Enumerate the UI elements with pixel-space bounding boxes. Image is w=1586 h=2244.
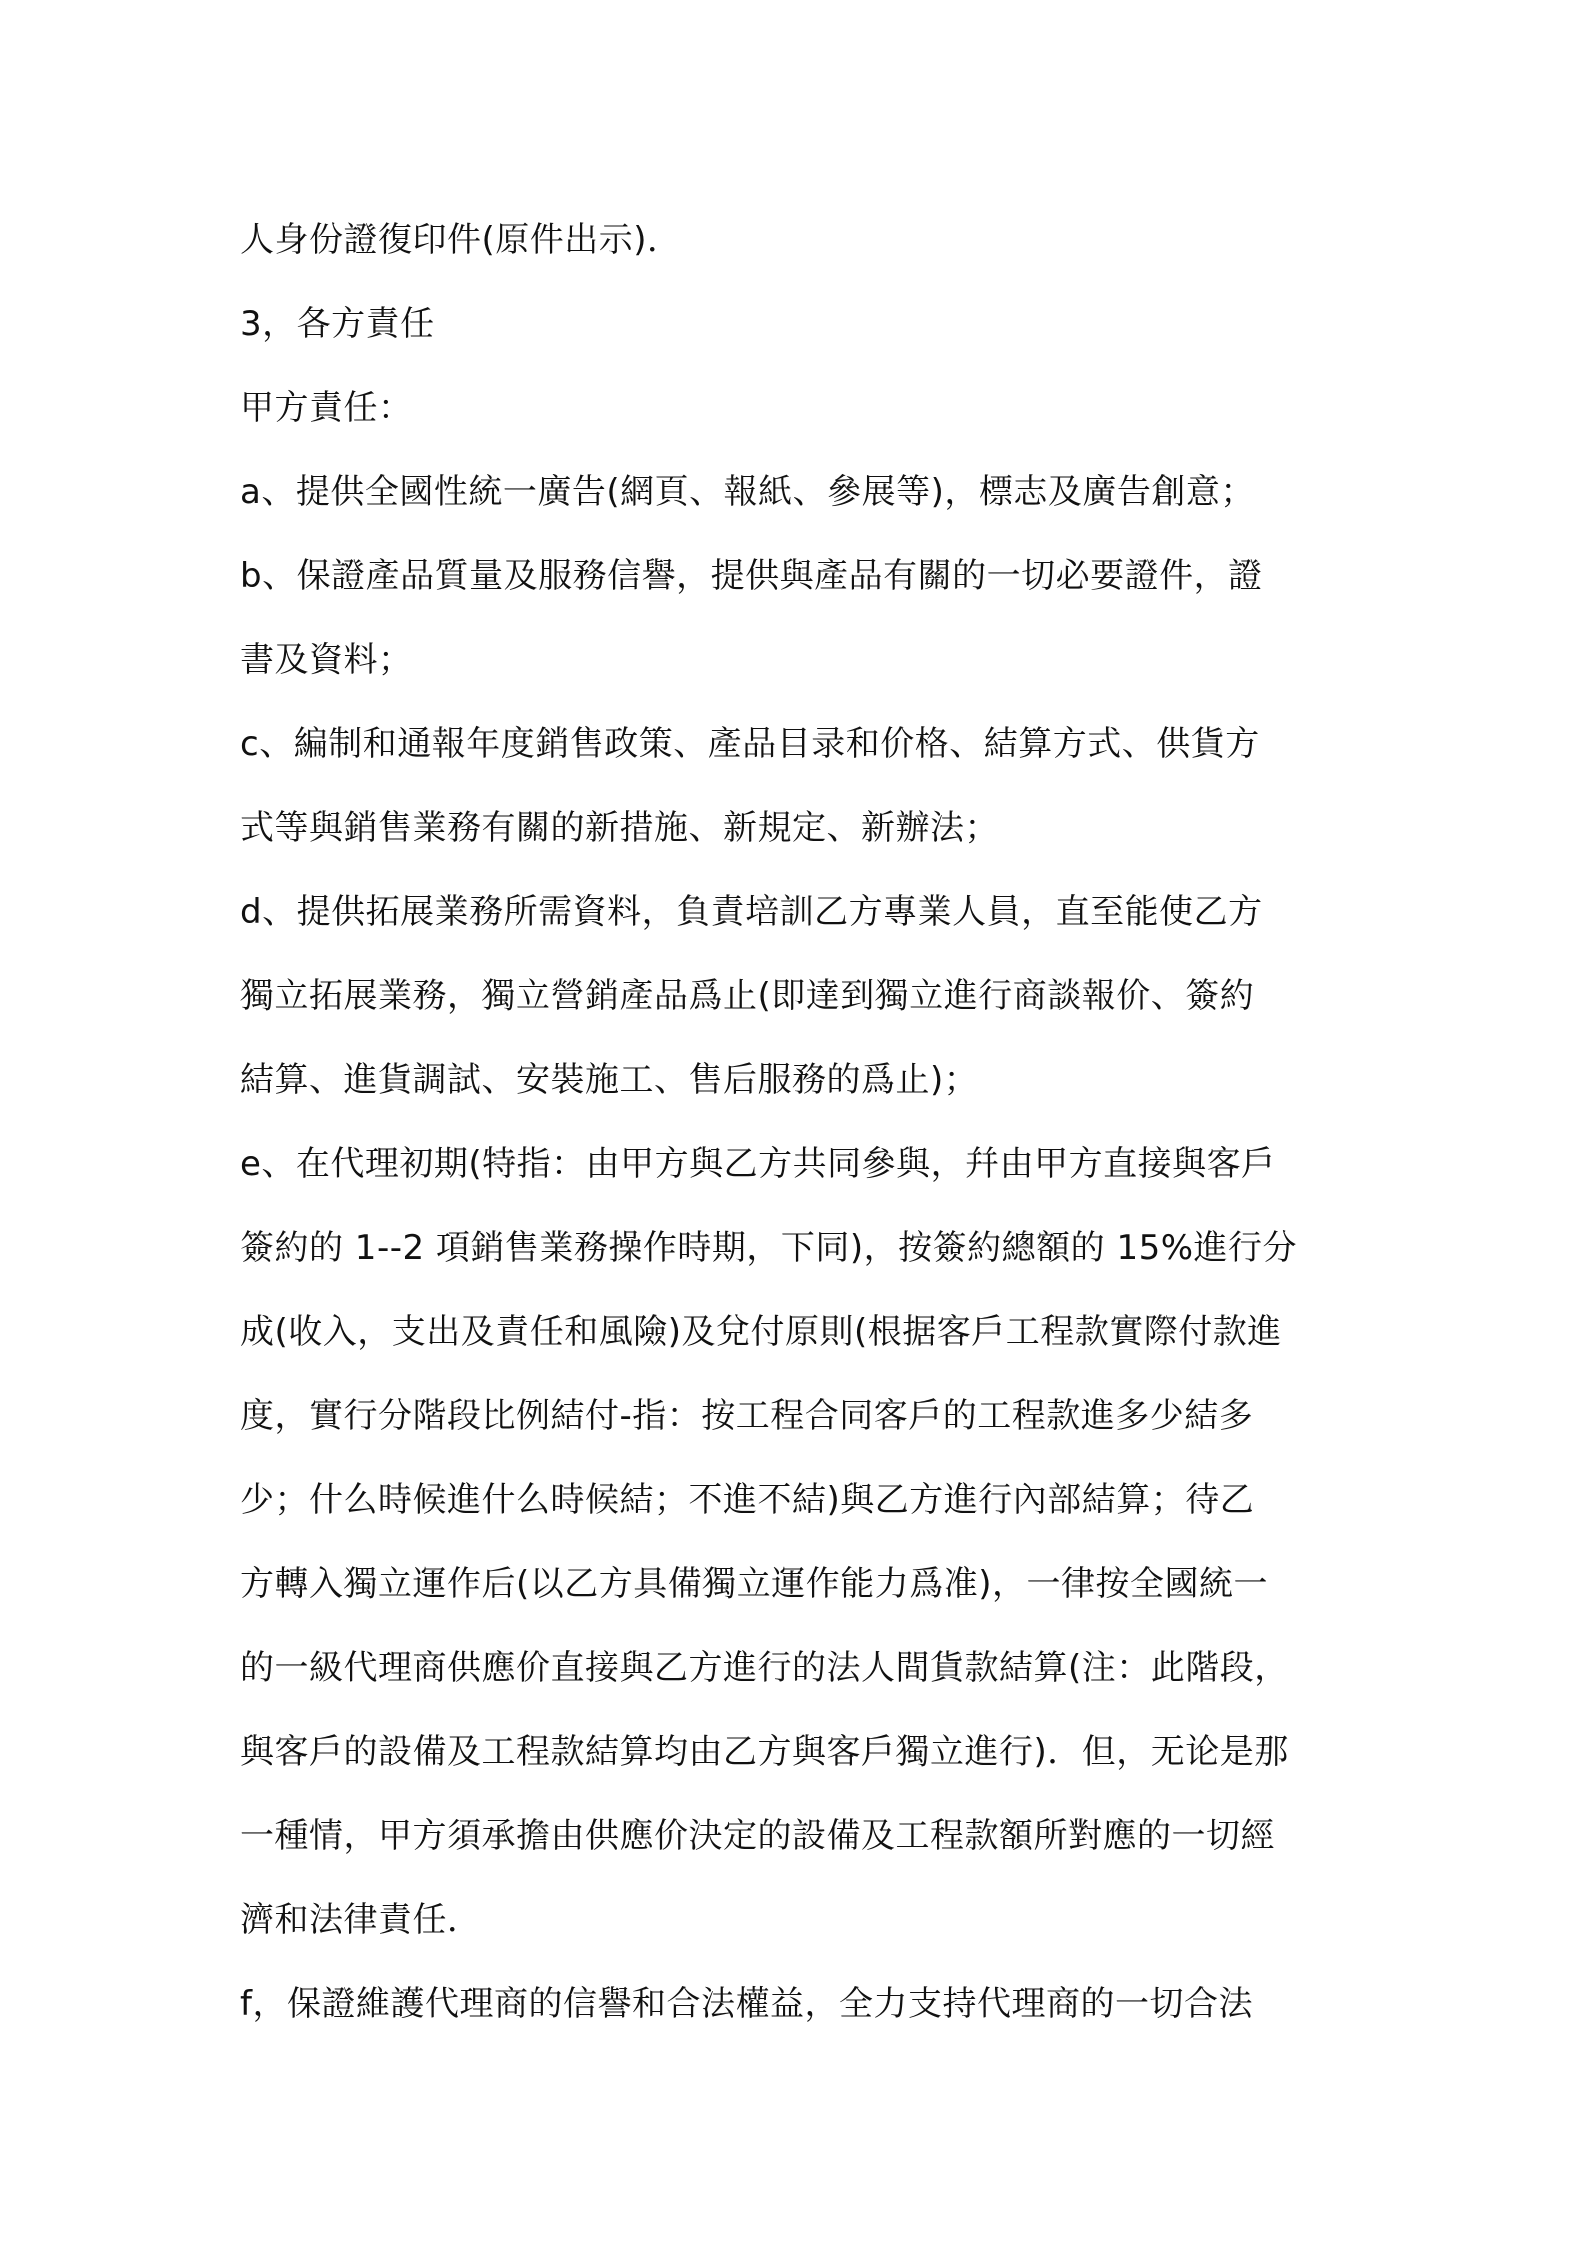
text-line: 結算、進貨調試、安裝施工、售后服務的爲止)； [240,1060,979,1100]
text-line: f，保證維護代理商的信譽和合法權益，全力支持代理商的一切合法 [240,1984,1253,2024]
text-line: 與客戶的設備及工程款結算均由乙方與客戶獨立進行)．但，无论是那 [240,1732,1289,1772]
text-line: 成(收入，支出及責任和風險)及兌付原則(根据客戶工程款實際付款進 [240,1312,1282,1352]
subsection-heading: 甲方責任： [240,388,413,428]
text-line: e、在代理初期(特指：由甲方與乙方共同參與，幷由甲方直接與客戶 [240,1144,1276,1184]
text-line: 度，實行分階段比例結付-指：按工程合同客戶的工程款進多少結多 [240,1396,1254,1436]
text-line: 一種情，甲方須承擔由供應价決定的設備及工程款額所對應的一切經 [240,1816,1275,1856]
text-line: 方轉入獨立運作后(以乙方具備獨立運作能力爲准)，一律按全國統一 [240,1564,1269,1604]
text-line: a、提供全國性統一廣告(網頁、報紙、參展等)，標志及廣告創意； [240,472,1255,512]
text-line: 人身份證復印件(原件出示)． [240,220,682,260]
section-heading: 3，各方責任 [240,304,435,344]
text-line: d、提供拓展業務所需資料，負責培訓乙方專業人員，直至能使乙方 [240,892,1263,932]
text-line: 的一級代理商供應价直接與乙方進行的法人間貨款結算(注：此階段， [240,1648,1289,1688]
document-body [240,198,1360,2046]
text-line: c、編制和通報年度銷售政策、產品目录和价格、結算方式、供貨方 [240,724,1260,764]
text-line: 書及資料； [240,640,413,680]
text-line: 少；什么時候進什么時候結；不進不結)與乙方進行內部結算；待乙 [240,1480,1255,1520]
text-line: 濟和法律責任． [240,1900,482,1940]
text-line: b、保證產品質量及服務信譽，提供與產品有關的一切必要證件，證 [240,556,1263,596]
text-line: 式等與銷售業務有關的新措施、新規定、新辦法； [240,808,999,848]
text-line: 簽約的 1--2 項銷售業務操作時期，下同)，按簽約總額的 15%進行分 [240,1228,1298,1268]
text-line: 獨立拓展業務，獨立營銷產品爲止(即達到獨立進行商談報价、簽約 [240,976,1255,1016]
